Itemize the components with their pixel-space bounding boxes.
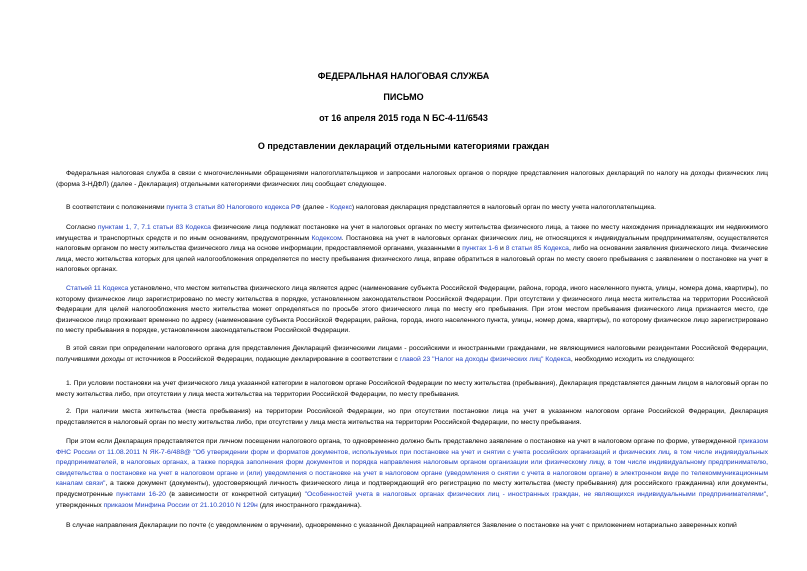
paragraph-mail: В случае направления Декларации по почте (с уведомлением о вручении), одновременно с указанной Декларацией направляется Заявление о постановке на учет с приложением нотариально заверенных копий <box>66 522 737 529</box>
document-type: ПИСЬМО <box>383 92 424 102</box>
text-segment: , утвержденных <box>56 490 768 509</box>
text-segment: , необходимо исходить из следующего: <box>570 355 695 363</box>
document-title: О представлении деклараций отдельными категориями граждан <box>257 141 550 151</box>
text-segment: , либо на основании заявления физического лица. Физические лица, место жительства которых для целей налогообложения определяется по месту пребывания физического лица, вправе обратиться в налоговый орган по месту своего пребывания с заявлением о постановке на учет в налоговых органах. <box>56 245 768 274</box>
paragraph-article-11 <box>56 284 768 337</box>
text-segment: физические лица подлежат постановке на учет в налоговых органах по месту жительства физического лица, а также по месту нахождения принадлежащих им недвижимого имущества и транспортных средств и по иным основаниям, предусмотренным <box>56 224 768 242</box>
document-link[interactable]: 8 статьи 85 Кодекса <box>505 245 569 253</box>
text-segment: , а также документ (документы), удостоверяющий личность физического лица и подтверждающий его регистрацию по месту жительства (месту пребывания) для российского гражданина) или документы, предусмотренные <box>56 480 768 498</box>
text-segment: (для иностранного гражданина). <box>257 501 362 509</box>
text-segment: При этом если Декларация представляется при личном посещении налогового органа, то одновременно должно быть представлено заявление о постановке на учет в налоговом органе по форме, утвержденной <box>66 438 739 445</box>
document-link[interactable]: "Особенностей учета в налоговых органах физических лиц - иностранных граждан, не являющихся индивидуальными предпринимателями" <box>304 490 767 498</box>
paragraph-determination <box>56 344 768 365</box>
document-link[interactable]: приказом ФНС России от 11.08.2011 N ЯК-7-6/488@ "Об утверждении форм и форматов документов, используемых при постановке на учет и снятии с учета российских организаций и физических лиц, в том числе индивидуальных предпринимателей, в налоговых органах, а также порядка заполнения форм документов и порядка направления налоговым органом организации или физическому лицу, в том числе индивидуальному предпринимателю, свидетельства о постановке на учет в налоговом органе и (или) уведомления о постановке на учет в налоговом органе (уведомления о снятии с учета в налоговом органе) в электронном виде по телекоммуникационным каналам связи" <box>56 438 768 488</box>
document-link[interactable]: главой 23 "Налог на доходы физических лиц" Кодекса <box>399 355 571 363</box>
paragraph-personal-visit <box>56 437 768 511</box>
document-link[interactable]: пунктах 1-6 <box>462 245 499 253</box>
document-link[interactable]: пункта 3 статьи 80 Налогового кодекса РФ <box>166 204 301 211</box>
document-link[interactable]: пунктам 1, 7, 7.1 статьи 83 Кодекса <box>97 224 211 231</box>
document-link[interactable]: приказом Минфина России от 21.10.2010 N 129н <box>103 501 258 509</box>
document-link[interactable]: Кодекс <box>330 204 352 211</box>
document-date-number: от 16 апреля 2015 года N БС-4-11/6543 <box>319 113 488 123</box>
paragraph-item-2: 2. При наличии места жительства (места пребывания) на территории Российской Федерации, но при отсутствии постановки лица на учет в указанном налоговом органе Российской Федерации, Декларация представляется в налоговый орган по месту жительства либо, при отсутствии у лица места жительства на территории Российской Федерации, по месту пребывания. <box>56 408 768 426</box>
text-segment: ) налоговая декларация представляется в налоговый орган по месту учета налогоплательщика. <box>351 204 657 211</box>
text-segment: (далее - <box>300 204 331 211</box>
agency-heading: ФЕДЕРАЛЬНАЯ НАЛОГОВАЯ СЛУЖБА <box>317 71 490 81</box>
paragraph-intro: Федеральная налоговая служба в связи с многочисленными обращениями налогоплательщиков и запросами налоговых органов о порядке представления налоговых деклараций по налогу на доходы физических лиц (форма 3-НДФЛ) (далее - Декларация) отдельными категориями физических лиц сообщает следующее. <box>56 170 768 188</box>
paragraph-article-83 <box>56 223 768 276</box>
document-link[interactable]: Кодексом <box>311 234 342 242</box>
paragraph-item-1: 1. При условии постановки на учет физического лица указанной категории в налоговом органе Российской Федерации по месту жительства (пребывания), Декларация представляется данным лицом в налоговый орган по месту жительства либо, при отсутствии у лица места жительства на территории Российской Федерации, по месту пребывания. <box>56 380 768 398</box>
text-segment: . Постановка на учет в налоговых органах физических лиц, не относящихся к индивидуальным предпринимателям, осуществляется налоговым органом по месту жительства физического лица на основе информации, предоставляемой органами, указанными в <box>56 234 769 253</box>
paragraph-article-80 <box>56 203 768 214</box>
text-segment: В соответствии с положениями <box>66 204 167 211</box>
text-segment: (в зависимости от конкретной ситуации) <box>165 490 305 498</box>
text-segment: Согласно <box>66 224 98 231</box>
document-link[interactable]: пунктами 16-20 <box>116 490 166 498</box>
text-segment: и <box>498 245 506 253</box>
text-segment: установлено, что местом жительства физического лица является адрес (наименование субъекта Российской Федерации, района, города, иного населенного пункта, улицы, номера дома, квартиры), по которому физическое лицо зарегистрировано по месту жительства в порядке, установленном законодательством Российской Федерации. При отсутствии у физического лица места жительства на территории Российской Федерации для целей налогообложения место жительства может определяться по просьбе этого физического лица по месту его пребывания. При этом местом пребывания физического лица признается место, где физическое лицо проживает временно по адресу (наименование субъекта Российской Федерации, района, города, иного населенного пункта, улицы, номер дома, квартиры), по которому физическое лицо зарегистрировано по месту пребывания в порядке, установленном законодательством Российской Федерации. <box>56 285 768 335</box>
text-segment: В этой связи при определении налогового органа для представления Деклараций физическими лицами - российскими и иностранными гражданами, не являющимися налоговыми резидентами Российской Федерации, получившими доходы от источников в Российской Федерации, подающие декларирование в соответствии с <box>56 345 768 363</box>
document-link[interactable]: Статьей 11 Кодекса <box>66 285 129 292</box>
